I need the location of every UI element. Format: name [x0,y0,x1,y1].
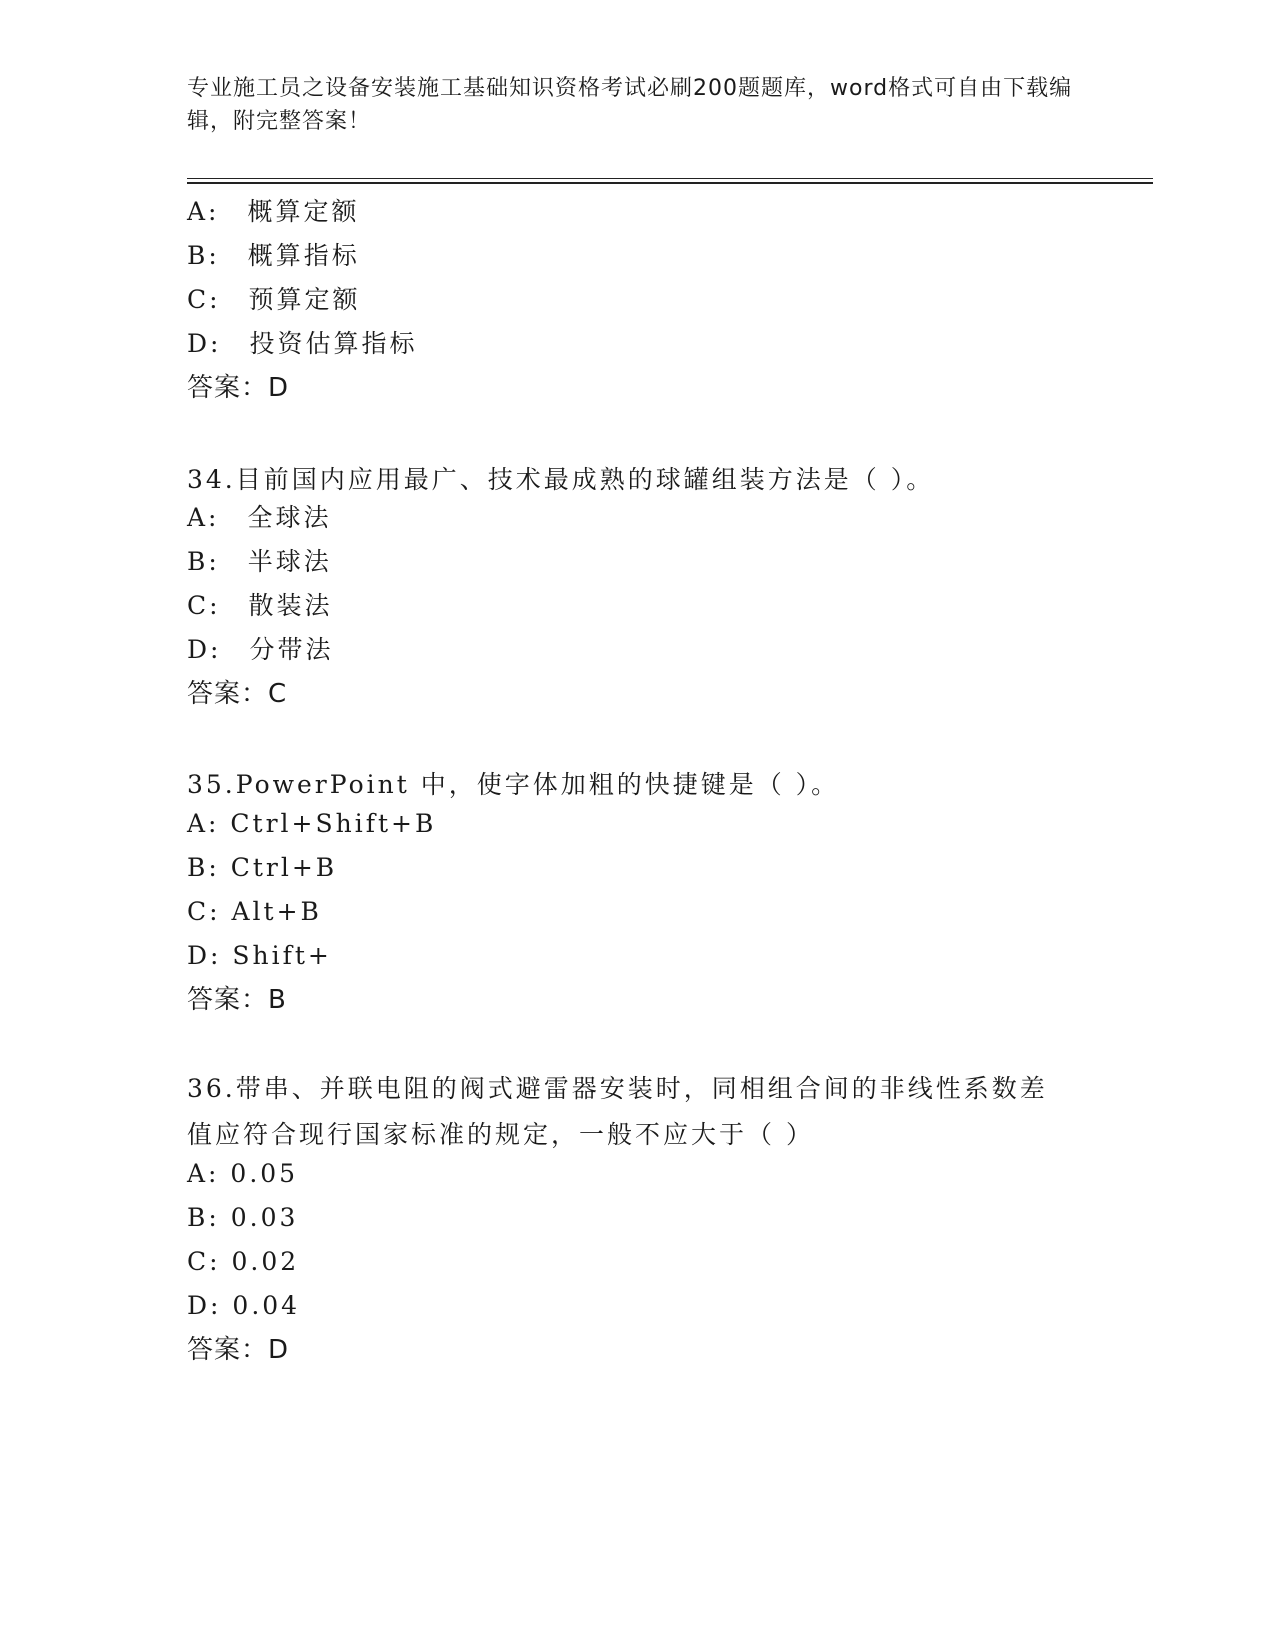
option-a: A: 全球法 [187,503,332,532]
option-d: D: 分带法 [187,635,334,664]
option-d: D: 投资估算指标 [187,329,418,358]
option-a: A: 0.05 [187,1159,299,1188]
option-b: B: Ctrl+B [187,853,338,882]
answer: 答案：D [187,373,290,403]
option-c: C: 0.02 [187,1247,300,1276]
question-text: 35.PowerPoint 中，使字体加粗的快捷键是（ ）。 [187,770,840,799]
option-b: B: 概算指标 [187,241,360,270]
option-c: C: Alt+B [187,897,322,926]
option-d: D: Shift+ [187,941,332,970]
answer: 答案：B [187,985,287,1015]
option-a: A: Ctrl+Shift+B [187,809,437,838]
answer: 答案：C [187,679,288,709]
document-header: 专业施工员之设备安装施工基础知识资格考试必刷200题题库，word格式可自由下载编辑，附完整答案！ [187,76,1073,134]
answer: 答案：D [187,1335,290,1365]
option-b: B: 半球法 [187,547,332,576]
header-divider-thick [187,182,1153,184]
option-c: C: 散装法 [187,591,333,620]
option-d: D: 0.04 [187,1291,301,1320]
option-a: A: 概算定额 [187,197,360,226]
question-text: 34.目前国内应用最广、技术最成熟的球罐组装方法是（ ）。 [187,465,935,494]
header-divider-thin [187,178,1153,179]
option-b: B: 0.03 [187,1203,299,1232]
question-text: 36.带串、并联电阻的阀式避雷器安装时，同相组合间的非线性系数差值应符合现行国家标准的规定，一般不应大于（ ） [187,1074,1048,1149]
option-c: C: 预算定额 [187,285,361,314]
